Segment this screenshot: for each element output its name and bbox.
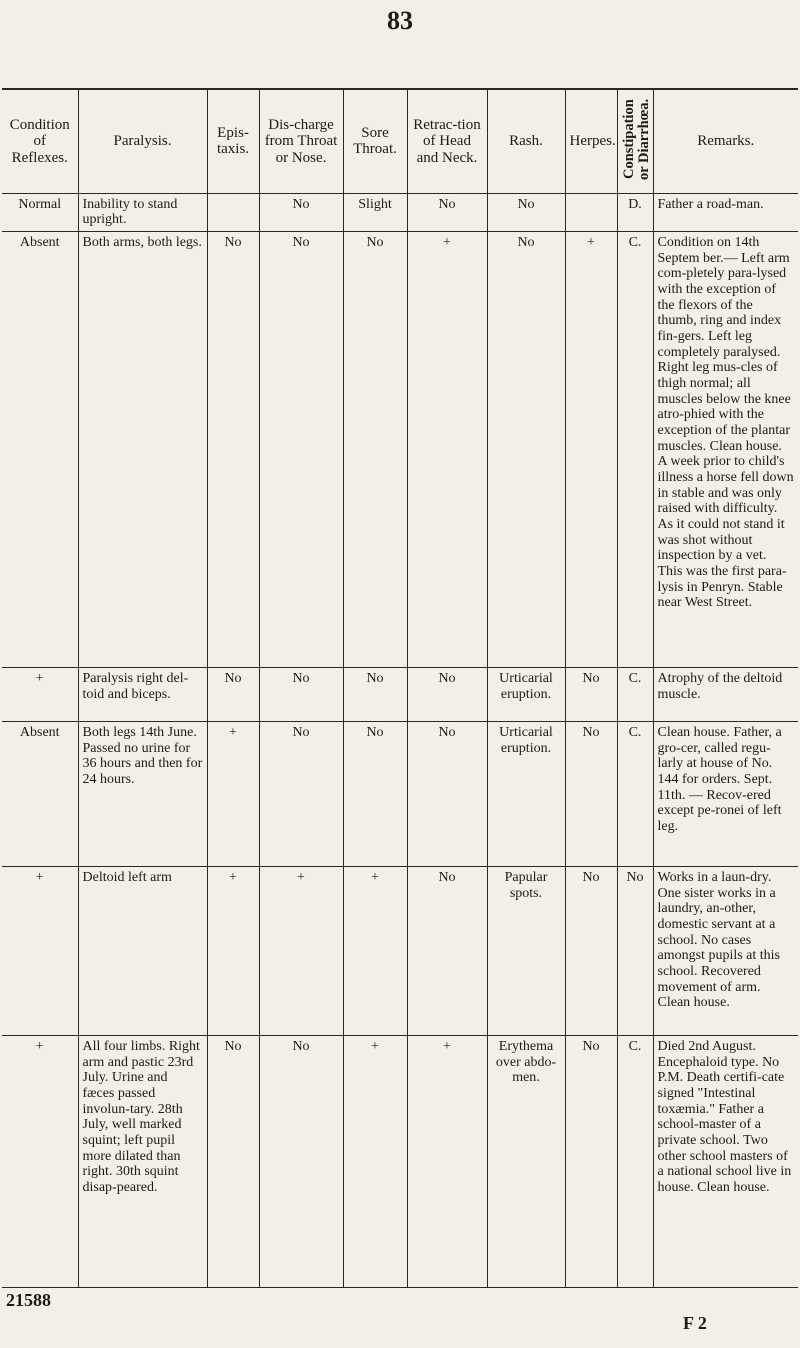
cell-constipation: C. — [617, 721, 653, 866]
header-constipation: Constipation or Diarrhœa. — [620, 98, 652, 180]
table-row — [2, 667, 798, 721]
cell-constipation: D. — [617, 193, 653, 231]
header-remarks: Remarks. — [653, 89, 798, 193]
cell-sore-throat: No — [343, 231, 407, 667]
cell-paralysis: All four limbs. Right arm and pastic 23rd July. Urine and fæces passed involun-tary. 28th July, well marked squint; left pupil more dilated than right. 30th squint disap-peared. — [78, 1035, 207, 1287]
cell-constipation: C. — [617, 667, 653, 721]
cell-rash: Urticarial eruption. — [487, 721, 565, 866]
cell-paralysis: Paralysis right del-toid and biceps. — [78, 667, 207, 721]
cell-reflexes: Normal — [2, 193, 78, 231]
cell-remarks: Father a road-man. — [653, 193, 798, 231]
footer-print-code: 21588 — [6, 1290, 51, 1310]
cell-epistaxis: + — [207, 866, 259, 1035]
cell-reflexes: Absent — [2, 231, 78, 667]
header-reflexes: Condition of Reflexes. — [2, 89, 78, 193]
header-row — [2, 89, 798, 193]
header-paralysis: Paralysis. — [78, 89, 207, 193]
cell-remarks: Died 2nd August. Encephaloid type. No P.M. Death certifi-cate signed "Intestinal toxæmia." Father a school-master of a private school. Two other school masters of a national school live in house. Clean house. — [653, 1035, 798, 1287]
cell-sore-throat: + — [343, 866, 407, 1035]
cell-retraction: + — [407, 1035, 487, 1287]
cell-discharge: No — [259, 721, 343, 866]
header-discharge: Dis-charge from Throat or Nose. — [259, 89, 343, 193]
cell-herpes: No — [565, 667, 617, 721]
table-row — [2, 721, 798, 866]
cell-discharge: No — [259, 1035, 343, 1287]
cell-discharge: No — [259, 193, 343, 231]
cell-discharge: No — [259, 667, 343, 721]
cell-remarks: Condition on 14th Septem ber.— Left arm com-pletely para-lysed with the exception of the flexors of the thumb, ring and index fin-gers. Left leg completely paralysed. Right leg mus-cles of thigh normal; all muscles below the knee atro-phied with the exception of the plantar muscles. Clean house. A week prior to child's illness a horse fell down in stable and was only raised with difficulty. As it could not stand it was shot without inspection by a vet. This was the first para-lysis in Penryn. Stable near West Street. — [653, 231, 798, 667]
cell-paralysis: Inability to stand upright. — [78, 193, 207, 231]
cell-epistaxis — [207, 193, 259, 231]
cell-constipation: No — [617, 866, 653, 1035]
table-row — [2, 1035, 798, 1287]
cell-retraction: No — [407, 193, 487, 231]
cell-paralysis: Both legs 14th June. Passed no urine for 36 hours and then for 24 hours. — [78, 721, 207, 866]
page-number: 83 — [387, 6, 413, 35]
cell-herpes: No — [565, 866, 617, 1035]
cell-paralysis: Both arms, both legs. — [78, 231, 207, 667]
cell-epistaxis: No — [207, 1035, 259, 1287]
header-epistaxis: Epis-taxis. — [207, 89, 259, 193]
cell-herpes: No — [565, 1035, 617, 1287]
cell-reflexes: + — [2, 866, 78, 1035]
cell-rash: Papular spots. — [487, 866, 565, 1035]
cell-sore-throat: Slight — [343, 193, 407, 231]
cell-constipation: C. — [617, 231, 653, 667]
cell-herpes: No — [565, 721, 617, 866]
cell-epistaxis: + — [207, 721, 259, 866]
case-table — [2, 88, 798, 1288]
cell-retraction: + — [407, 231, 487, 667]
cell-rash: Urticarial eruption. — [487, 667, 565, 721]
cell-rash: No — [487, 231, 565, 667]
cell-reflexes: Absent — [2, 721, 78, 866]
cell-paralysis: Deltoid left arm — [78, 866, 207, 1035]
cell-epistaxis: No — [207, 231, 259, 667]
cell-herpes: + — [565, 231, 617, 667]
header-rash: Rash. — [487, 89, 565, 193]
cell-sore-throat: + — [343, 1035, 407, 1287]
cell-rash: Erythema over abdo-men. — [487, 1035, 565, 1287]
cell-epistaxis: No — [207, 667, 259, 721]
header-herpes: Herpes. — [565, 89, 617, 193]
cell-retraction: No — [407, 866, 487, 1035]
header-sore-throat: Sore Throat. — [343, 89, 407, 193]
header-retraction: Retrac-tion of Head and Neck. — [407, 89, 487, 193]
table-row — [2, 866, 798, 1035]
cell-discharge: + — [259, 866, 343, 1035]
table-row — [2, 193, 798, 231]
table-row — [2, 231, 798, 667]
cell-sore-throat: No — [343, 667, 407, 721]
cell-herpes — [565, 193, 617, 231]
cell-remarks: Works in a laun-dry. One sister works in a laundry, an-other, domestic servant at a school. No cases amongst pupils at this school. Recovered movement of arm. Clean house. — [653, 866, 798, 1035]
cell-sore-throat: No — [343, 721, 407, 866]
cell-reflexes: + — [2, 1035, 78, 1287]
cell-retraction: No — [407, 667, 487, 721]
cell-rash: No — [487, 193, 565, 231]
cell-discharge: No — [259, 231, 343, 667]
cell-remarks: Atrophy of the deltoid muscle. — [653, 667, 798, 721]
cell-remarks: Clean house. Father, a gro-cer, called regu-larly at house of No. 144 for orders. Sept. 11th. — Recov-ered except pe-ronei of left leg. — [653, 721, 798, 866]
footer-signature-mark: F 2 — [683, 1313, 707, 1333]
cell-reflexes: + — [2, 667, 78, 721]
cell-constipation: C. — [617, 1035, 653, 1287]
cell-retraction: No — [407, 721, 487, 866]
header-constipation-cell — [617, 89, 653, 193]
